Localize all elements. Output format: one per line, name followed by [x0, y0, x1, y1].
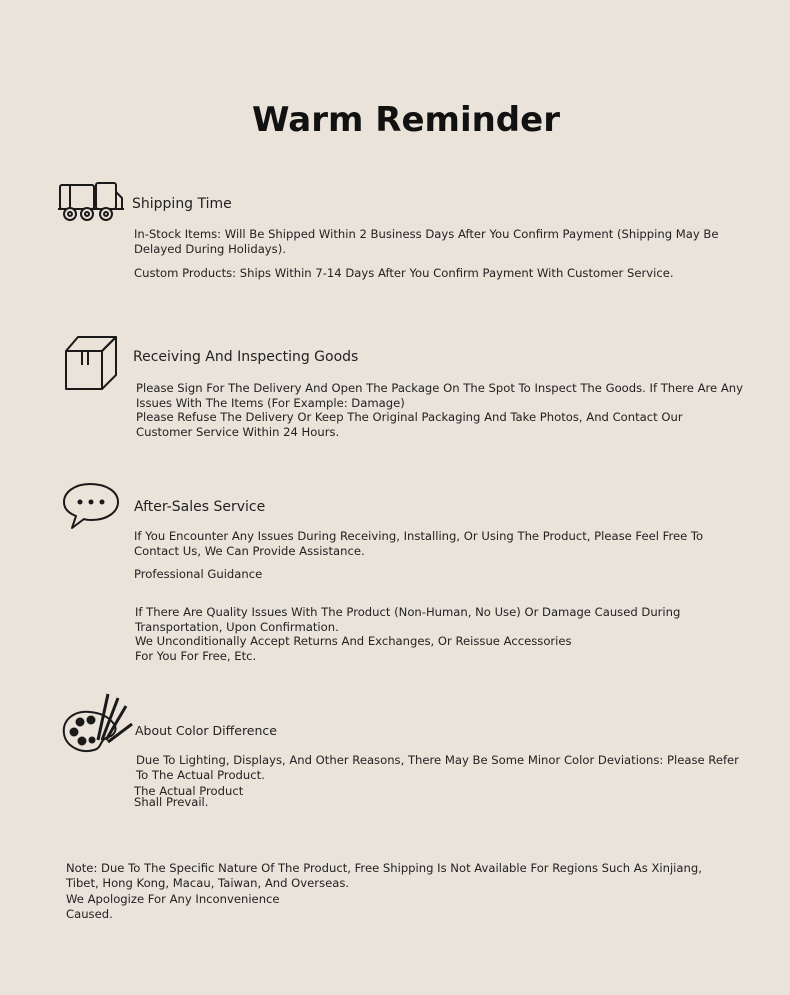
chat-bubble-icon — [60, 480, 124, 534]
package-box-icon — [62, 335, 124, 393]
apology-text: We Apologize For Any Inconvenience Caused. — [66, 892, 280, 921]
shipping-custom-text: Custom Products: Ships Within 7-14 Days After You Confirm Payment With Customer Service. — [134, 266, 674, 280]
color-deviation-text: Due To Lighting, Displays, And Other Reasons, There May Be Some Minor Color Deviations: Please Refer To The Actual Product. — [136, 753, 739, 782]
paint-palette-icon — [60, 688, 136, 756]
after-sales-quality-text: If There Are Quality Issues With The Product (Non-Human, No Use) Or Damage Caused During Transportation, Upon Confirmation. — [135, 605, 681, 634]
receiving-refuse-text: Please Refuse The Delivery Or Keep The Original Packaging And Take Photos, And Contact Our Customer Service Within 24 Hours. — [136, 410, 683, 439]
section-heading-color-difference: About Color Difference — [135, 723, 277, 738]
section-heading-shipping-time: Shipping Time — [132, 196, 232, 212]
after-sales-guidance-text: Professional Guidance — [134, 567, 263, 581]
after-sales-returns-text: We Unconditionally Accept Returns And Exchanges, Or Reissue Accessories For You For Free, Etc. — [135, 634, 572, 663]
after-sales-contact-text: If You Encounter Any Issues During Receiving, Installing, Or Using The Product, Please Feel Free To Contact Us, We Can Provide Assistance. — [134, 529, 704, 558]
section-heading-after-sales: After-Sales Service — [134, 499, 266, 515]
shipping-note-text: Note: Due To The Specific Nature Of The Product, Free Shipping Is Not Available For Regions Such As Xinjiang, Tibet, Hong Kong, Macau, Taiwan, And Overseas. — [66, 861, 702, 890]
color-prevail-text: The Actual Product Shall Prevail. — [134, 784, 244, 809]
section-heading-receiving: Receiving And Inspecting Goods — [133, 349, 359, 365]
page-title: Warm Reminder — [252, 100, 560, 140]
delivery-truck-icon — [56, 180, 126, 224]
receiving-inspect-text: Please Sign For The Delivery And Open The Package On The Spot To Inspect The Goods. If There Are Any Issues With The Items (For Example: Damage) — [136, 381, 744, 410]
shipping-in-stock-text: In-Stock Items: Will Be Shipped Within 2 Business Days After You Confirm Payment (Shipping May Be Delayed During Holidays). — [134, 227, 719, 256]
